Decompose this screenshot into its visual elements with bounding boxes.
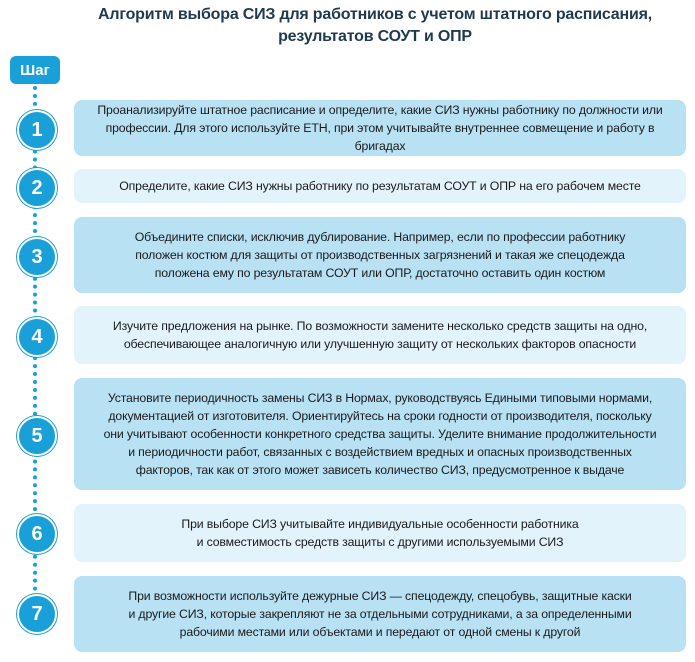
title-line-1: Алгоритм выбора СИЗ для работников с учетом штатного расписания,	[98, 6, 652, 23]
step-7-text	[128, 587, 631, 641]
step-5-line: документацией от изготовителя. Ориентируйтесь на сроки годности от производителя, поскольку	[108, 409, 652, 423]
step-3-text	[135, 228, 626, 282]
step-5-box	[74, 378, 686, 490]
step-5-line: они учитывают особенности конкретного средства защиты. Уделите внимание продолжительности	[103, 427, 657, 441]
step-3-box	[74, 217, 686, 293]
step-5-number: 5	[17, 416, 57, 456]
step-1-line: Проанализируйте штатное расписание и определите, какие СИЗ нужны работнику по должности или	[97, 103, 663, 117]
step-5-line: и периодичности работ, связанных с воздействием вредных и опасных производственных	[128, 445, 632, 459]
step-1-box	[74, 100, 686, 156]
step-7-line: и другие СИЗ, которые закрепляют не за отдельными сотрудниками, а за определенными	[128, 607, 632, 621]
step-7-number: 7	[17, 594, 57, 634]
step-3-line: положен костюм для защиты от производственных загрязнений и такая же спецодежда	[135, 248, 625, 262]
step-7-line: рабочими местами или объектами и передают от одной смены к другой	[179, 625, 581, 639]
page-title	[60, 4, 690, 48]
title-line-2: результатов СОУТ и ОПР	[278, 28, 472, 45]
step-1-number: 1	[17, 110, 57, 150]
step-5-line: Установите периодичность замены СИЗ в Нормах, руководствуясь Едиными типовыми нормами,	[107, 391, 653, 405]
step-2-line: Определите, какие СИЗ нужны работнику по результатам СОУТ и ОПР на его рабочем месте	[119, 179, 641, 193]
step-1-text	[86, 101, 674, 155]
step-6-line: При выборе СИЗ учитывайте индивидуальные особенности работника	[181, 517, 579, 531]
step-4-box	[74, 306, 686, 364]
step-3-line: положена ему по результатам СОУТ или ОПР, достаточно оставить один костюм	[154, 266, 606, 280]
step-6-text	[181, 515, 578, 551]
step-7-box	[74, 576, 686, 652]
step-3-number: 3	[17, 237, 57, 277]
step-5-text	[104, 389, 657, 479]
step-2-number: 2	[17, 168, 57, 208]
step-7-line: При возможности используйте дежурные СИЗ — спецодежду, спецобувь, защитные каски	[128, 589, 632, 603]
step-4-number: 4	[17, 317, 57, 357]
step-2-box	[74, 169, 686, 203]
step-2-text	[119, 177, 641, 195]
step-6-number: 6	[17, 514, 57, 554]
step-1-line: профессии. Для этого используйте ЕТН, при этом учитывайте внутреннее совмещение и работу в бригадах	[105, 121, 655, 153]
step-4-text	[113, 317, 647, 353]
step-4-line: обеспечивающее аналогичную или улучшенную защиту от нескольких факторов опасности	[123, 337, 637, 351]
step-6-box	[74, 504, 686, 562]
step-3-line: Объедините списки, исключив дублирование. Например, если по профессии работнику	[134, 230, 626, 244]
step-4-line: Изучите предложения на рынке. По возможности замените несколько средств защиты на одно,	[112, 319, 648, 333]
step-5-line: факторов, так как от этого может зависеть количество СИЗ, предусмотренное к выдаче	[135, 463, 625, 477]
step-6-line: и совместимость средств защиты с другими используемыми СИЗ	[196, 535, 564, 549]
step-header-badge: Шаг	[10, 56, 60, 84]
